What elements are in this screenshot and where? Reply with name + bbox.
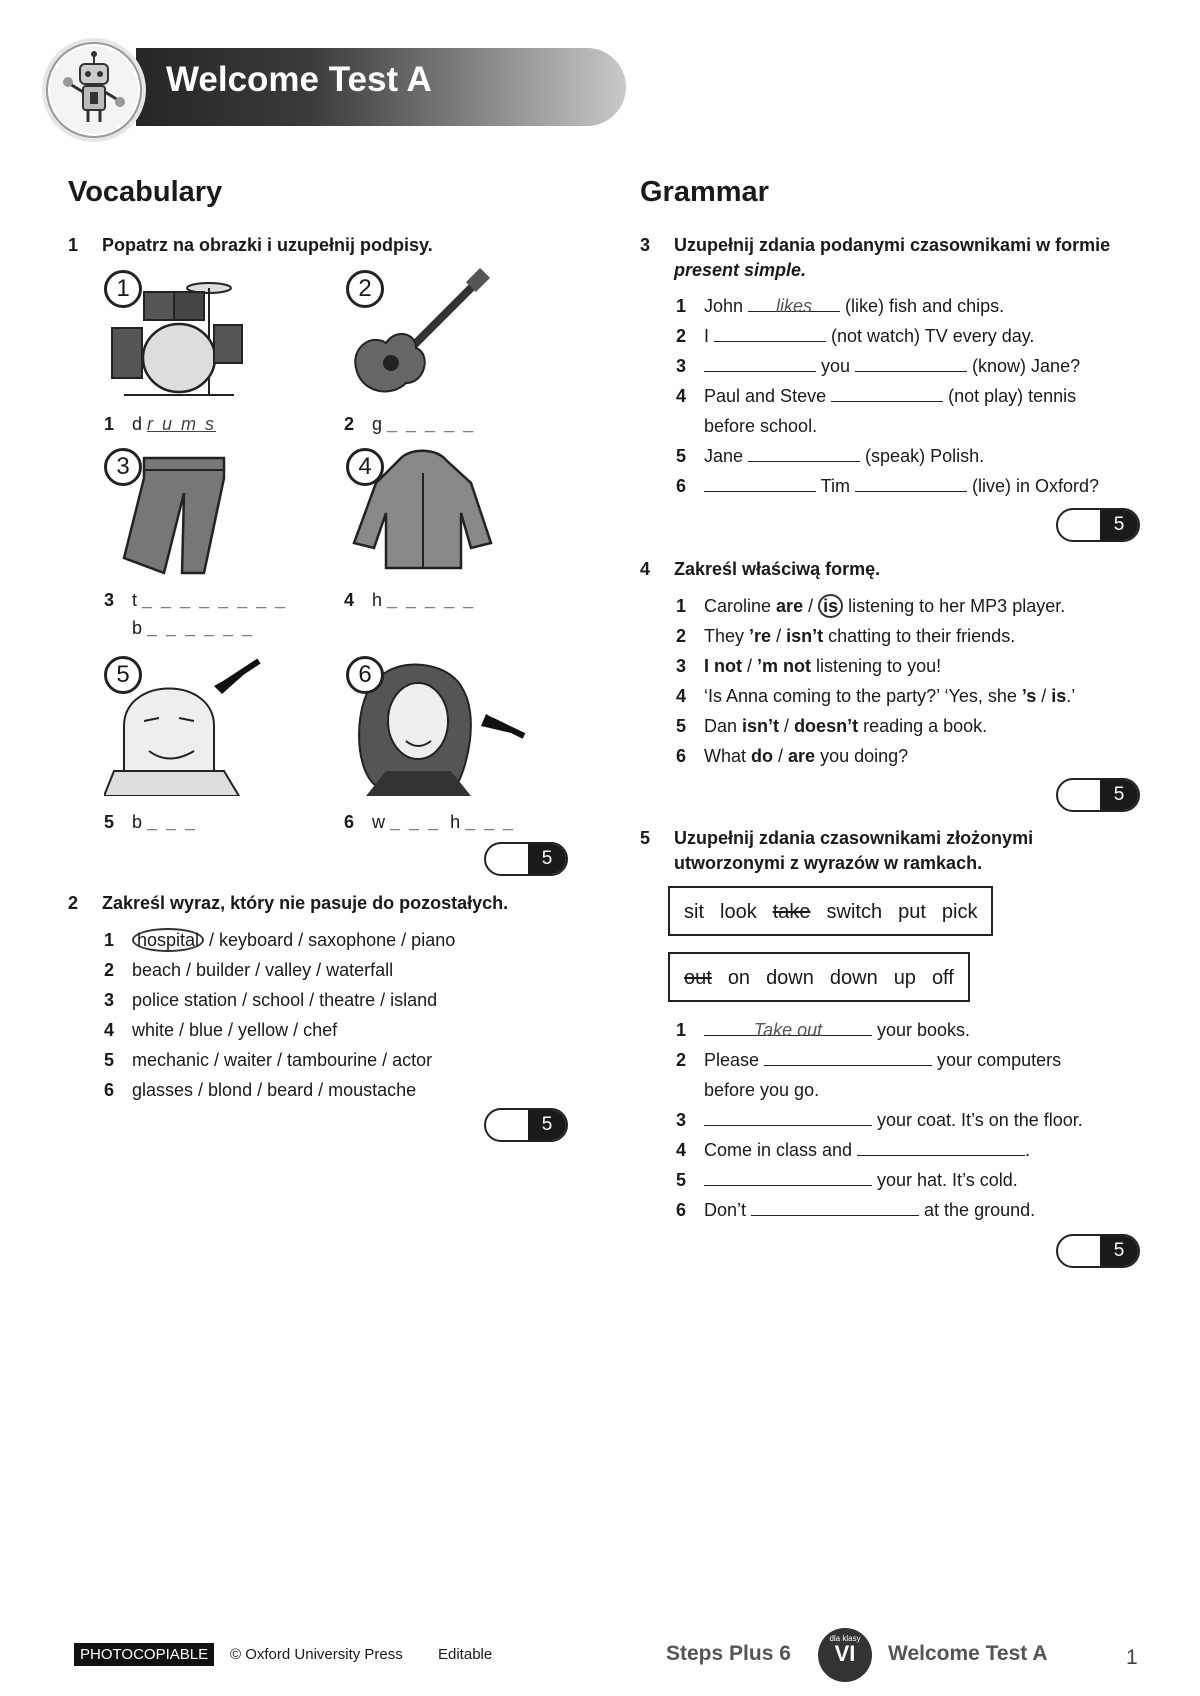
ex5-answer-blank[interactable] <box>704 1108 872 1126</box>
grade-logo-small-text: dla klasy <box>829 1634 861 1643</box>
ex4-item: 4 ‘Is Anna coming to the party?’ ‘Yes, she ’s / is.’ <box>676 686 1076 706</box>
word: up <box>893 967 916 989</box>
ex5-answer-blank[interactable] <box>857 1138 1025 1156</box>
ex4-option-b[interactable]: ’m not <box>757 656 812 676</box>
ex5-answer-blank[interactable] <box>751 1198 919 1216</box>
title-banner <box>46 42 626 134</box>
ex5-answer-blank[interactable] <box>704 1168 872 1186</box>
ex5-item: 2 Please your computers <box>676 1050 1062 1070</box>
word: look <box>720 901 757 923</box>
word: down <box>829 967 878 989</box>
word: put <box>898 901 926 923</box>
ex3-score-value: 5 <box>1100 510 1138 540</box>
ex5-answer-blank[interactable] <box>764 1048 932 1066</box>
ex3-score-box[interactable] <box>1056 508 1140 542</box>
ex1-item-6: 6 w _ _ _ h _ _ _ <box>344 812 516 832</box>
ex4-score-box[interactable] <box>1056 778 1140 812</box>
grade-logo-icon <box>818 1628 872 1682</box>
ex5-item: 3 your coat. It’s on the floor. <box>676 1110 1083 1130</box>
ex2-circled-answer: hospital <box>132 928 204 952</box>
ex5-item-cont: before you go. <box>704 1080 820 1100</box>
ex5-instruction <box>640 826 1134 876</box>
ex2-item: 1 hospital / keyboard / saxophone / piano <box>104 930 456 950</box>
ex1-instruction <box>68 233 572 258</box>
ex3-answer-blank[interactable] <box>714 324 826 342</box>
word: switch <box>826 901 883 923</box>
ex2-score-value: 5 <box>528 1110 566 1140</box>
ex1-item-1-answer: r u m s <box>147 414 217 434</box>
pic-number-5: 5 <box>104 656 142 694</box>
pic-number-2: 2 <box>346 270 384 308</box>
ex2-instruction <box>68 891 582 916</box>
ex3-answer-blank[interactable] <box>704 474 816 492</box>
ex5-item: 1 Take out your books. <box>676 1020 971 1040</box>
ex1-item-5: 5 b _ _ _ <box>104 812 198 832</box>
footer-test-name: Welcome Test A <box>888 1642 1048 1665</box>
ex3-item: 5 Jane (speak) Polish. <box>676 446 985 466</box>
ex5-item: 6 Don’t at the ground. <box>676 1200 1036 1220</box>
page-number: 1 <box>1126 1646 1138 1669</box>
word-struck: take <box>772 901 811 923</box>
grade-logo-numeral: VI <box>834 1641 856 1666</box>
ex1-item-5-dashes: _ _ _ <box>147 812 198 832</box>
copyright-text: © Oxford University Press <box>230 1646 403 1663</box>
ex2-score-box[interactable] <box>484 1108 568 1142</box>
ex1-instruction-text: Popatrz na obrazki i uzupełnij podpisy. <box>102 235 433 255</box>
ex1-score-box[interactable] <box>484 842 568 876</box>
ex3-item: 4 Paul and Steve (not play) tennis <box>676 386 1077 406</box>
pic-number-3: 3 <box>104 448 142 486</box>
ex3-item: 2 I (not watch) TV every day. <box>676 326 1035 346</box>
ex3-instruction-emphasis: present simple. <box>674 260 807 280</box>
ex1-item-4-dashes: _ _ _ _ _ <box>387 590 476 610</box>
ex2-item: 6 glasses / blond / beard / moustache <box>104 1080 417 1100</box>
particle-word-box <box>668 952 970 1002</box>
ex4-instruction <box>640 557 1134 582</box>
ex4-option-a[interactable]: isn’t <box>742 716 780 736</box>
ex4-option-a[interactable]: ’re <box>749 626 772 646</box>
pic-number-6: 6 <box>346 656 384 694</box>
ex1-item-2-dashes: _ _ _ _ _ <box>387 414 476 434</box>
ex4-number: 4 <box>640 559 651 579</box>
ex1-item-1: 1 d r u m s <box>104 414 217 434</box>
ex1-item-4: 4 h _ _ _ _ _ <box>344 590 476 610</box>
ex1-item-2: 2 g _ _ _ _ _ <box>344 414 476 434</box>
ex4-item: 1 Caroline are / is listening to her MP3 player. <box>676 596 1066 616</box>
ex2-item: 3 police station / school / theatre / island <box>104 990 438 1010</box>
ex4-score-value: 5 <box>1100 780 1138 810</box>
ex2-instruction-text: Zakreśl wyraz, który nie pasuje do pozostałych. <box>102 893 509 913</box>
series-name: Steps Plus 6 <box>666 1642 791 1665</box>
ex2-item: 2 beach / builder / valley / waterfall <box>104 960 394 980</box>
ex4-option-a[interactable]: are <box>776 596 804 616</box>
ex4-item: 3 I not / ’m not listening to you! <box>676 656 942 676</box>
ex3-instruction <box>640 233 1134 283</box>
ex4-item: 5 Dan isn’t / doesn’t reading a book. <box>676 716 988 736</box>
ex3-item: 1 John likes (like) fish and chips. <box>676 296 1005 316</box>
robot-mascot-icon <box>46 42 142 138</box>
ex2-number: 2 <box>68 893 79 913</box>
ex1-score-value: 5 <box>528 844 566 874</box>
ex3-item: 6 Tim (live) in Oxford? <box>676 476 1100 496</box>
word: pick <box>941 901 978 923</box>
ex3-item: 3 you (know) Jane? <box>676 356 1081 376</box>
ex4-option-b[interactable]: are <box>788 746 816 766</box>
ex2-item: 4 white / blue / yellow / chef <box>104 1020 338 1040</box>
grammar-heading: Grammar <box>640 176 769 208</box>
ex5-instruction-text: Uzupełnij zdania czasownikami złożonymi utworzonymi z wyrazów w ramkach. <box>674 828 1034 873</box>
word-struck: out <box>684 967 712 989</box>
ex3-instruction-text: Uzupełnij zdania podanymi czasownikami w formie <box>674 235 1111 255</box>
page-title: Welcome Test A <box>166 60 432 99</box>
ex1-number: 1 <box>68 235 79 255</box>
ex1-item-3-dashes: _ _ _ _ _ _ _ _ <box>142 590 288 610</box>
ex3-answer-blank[interactable] <box>704 354 816 372</box>
word: sit <box>684 901 704 923</box>
ex5-number: 5 <box>640 828 651 848</box>
ex5-answer-blank[interactable]: Take out <box>704 1018 872 1036</box>
ex4-option-b[interactable]: doesn’t <box>794 716 859 736</box>
word: off <box>931 967 954 989</box>
ex3-answer-blank[interactable] <box>855 474 967 492</box>
ex5-item: 5 your hat. It’s cold. <box>676 1170 1018 1190</box>
ex4-option-b[interactable]: is <box>1051 686 1067 706</box>
editable-text: Editable <box>438 1646 493 1663</box>
pic-number-4: 4 <box>346 448 384 486</box>
ex5-score-value: 5 <box>1100 1236 1138 1266</box>
ex3-item-cont: before school. <box>704 416 818 436</box>
ex4-instruction-text: Zakreśl właściwą formę. <box>674 559 881 579</box>
ex1-item-3: 3 t _ _ _ _ _ _ _ _ <box>104 590 288 610</box>
ex4-option-a[interactable]: do <box>751 746 774 766</box>
verb-word-box <box>668 886 993 936</box>
ex4-option-a[interactable]: ’s <box>1021 686 1037 706</box>
ex4-option-b-circled[interactable]: is <box>818 594 843 618</box>
word: on <box>727 967 751 989</box>
vocabulary-heading: Vocabulary <box>68 176 223 208</box>
ex2-item: 5 mechanic / waiter / tambourine / actor <box>104 1050 433 1070</box>
ex4-item: 6 What do / are you doing? <box>676 746 909 766</box>
ex3-number: 3 <box>640 235 651 255</box>
pic-number-1: 1 <box>104 270 142 308</box>
ex3-answer-blank[interactable] <box>831 384 943 402</box>
ex3-answer-blank[interactable] <box>748 444 860 462</box>
ex3-answer-blank[interactable] <box>855 354 967 372</box>
ex5-score-box[interactable] <box>1056 1234 1140 1268</box>
photocopiable-badge: PHOTOCOPIABLE <box>74 1643 214 1666</box>
ex4-option-b[interactable]: isn’t <box>786 626 824 646</box>
ex4-item: 2 They ’re / isn’t chatting to their friends. <box>676 626 1016 646</box>
ex5-item: 4 Come in class and . <box>676 1140 1031 1160</box>
ex1-item-3-line2: b _ _ _ _ _ _ <box>132 618 255 638</box>
ex4-option-a[interactable]: I not <box>704 656 742 676</box>
ex3-answer-blank[interactable]: likes <box>748 294 840 312</box>
word: down <box>766 967 814 989</box>
ex1-item-3-dashes2: _ _ _ _ _ _ <box>147 618 255 638</box>
